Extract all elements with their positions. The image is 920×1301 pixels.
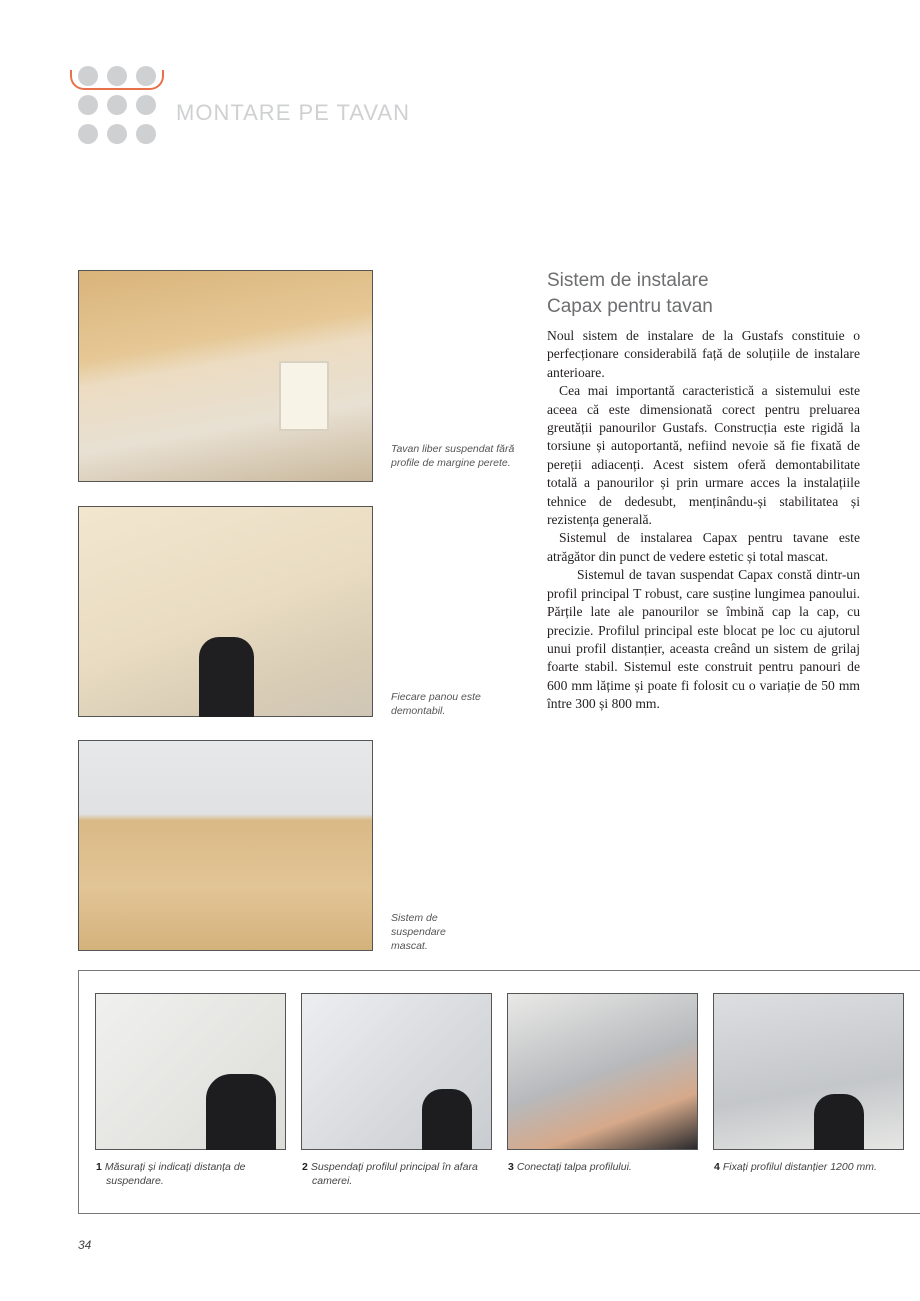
photo-caption: Fiecare panou este demontabil. — [391, 691, 481, 717]
logo-dot — [136, 95, 156, 115]
step-number: 2 — [302, 1161, 308, 1173]
heading-line: Capax pentru tavan — [547, 296, 713, 317]
worker — [199, 637, 254, 717]
paragraph: Sistemul de instalarea Capax pentru tavane este atrăgător din punct de vedere estetic și total mascat. — [547, 530, 860, 564]
step-caption-1 — [96, 1160, 281, 1188]
step-photo-3 — [507, 993, 698, 1150]
photo-office-ceiling — [78, 270, 373, 482]
photo-panel-removal — [78, 506, 373, 717]
logo-dot — [107, 124, 127, 144]
step-photo-2 — [301, 993, 492, 1150]
logo-dot — [107, 95, 127, 115]
step-caption-2 — [302, 1160, 487, 1188]
step-photo-4 — [713, 993, 904, 1150]
window — [279, 361, 329, 431]
step-text: Conectați talpa profilului. — [516, 1161, 632, 1173]
logo-dot — [78, 95, 98, 115]
article-body — [547, 327, 860, 714]
logo-accent-arc — [70, 70, 164, 90]
paragraph: Noul sistem de instalare de la Gustafs constituie o perfecționare considerabilă față de soluțiile de instalare anterioare. — [547, 328, 860, 380]
photo-caption: Tavan liber suspendat fără profile de margine perete. — [391, 443, 515, 469]
article-heading — [547, 268, 713, 320]
step-photo-1 — [95, 993, 286, 1150]
step-number: 4 — [714, 1161, 720, 1173]
page-number: 34 — [78, 1238, 92, 1252]
photo-hidden-suspension — [78, 740, 373, 951]
section-title: MONTARE PE TAVAN — [176, 100, 410, 125]
logo-dot — [136, 124, 156, 144]
step-text: Suspendați profilul principal în afara camerei. — [310, 1161, 478, 1187]
step-number: 3 — [508, 1161, 514, 1173]
paragraph: Sistemul de tavan suspendat Capax constă dintr-un profil principal T robust, care susține lungimea panoului. Părțile late ale panourilor se îmbină cap la cap, cu precizie. Profilul principal este blocat pe loc cu ajutorul unui profil distanțier, aceasta creând un sistem de grilaj foarte stabil. Sistemul este construit pentru panouri de 600 mm lățime și poate fi folosit cu o variație de 50 mm între 300 și 800 mm. — [547, 567, 860, 712]
photo-caption: Sistem de suspendare mascat. — [391, 912, 446, 952]
paragraph: Cea mai importantă caracteristică a sistemului este aceea că este dimensionată corect pentru preluarea greutății panourilor Gustafs. Construcția este rigidă la torsiune și autoportantă, nefiind nevoie să fie fixată de pereții adiacenți. Acest sistem oferă demontabilitate totală a panourilor și prin urmare acces la instalațiile tehnice de dedesubt, menținându-și stabilitatea și rezistența generală. — [547, 383, 860, 528]
step-number: 1 — [96, 1161, 102, 1173]
logo-dot — [78, 124, 98, 144]
step-caption-4 — [714, 1160, 899, 1174]
step-text: Măsurați și indicați distanța de suspendare. — [104, 1161, 246, 1187]
heading-line: Sistem de instalare — [547, 270, 709, 291]
step-text: Fixați profilul distanțier 1200 mm. — [722, 1161, 877, 1173]
step-caption-3 — [508, 1160, 693, 1174]
